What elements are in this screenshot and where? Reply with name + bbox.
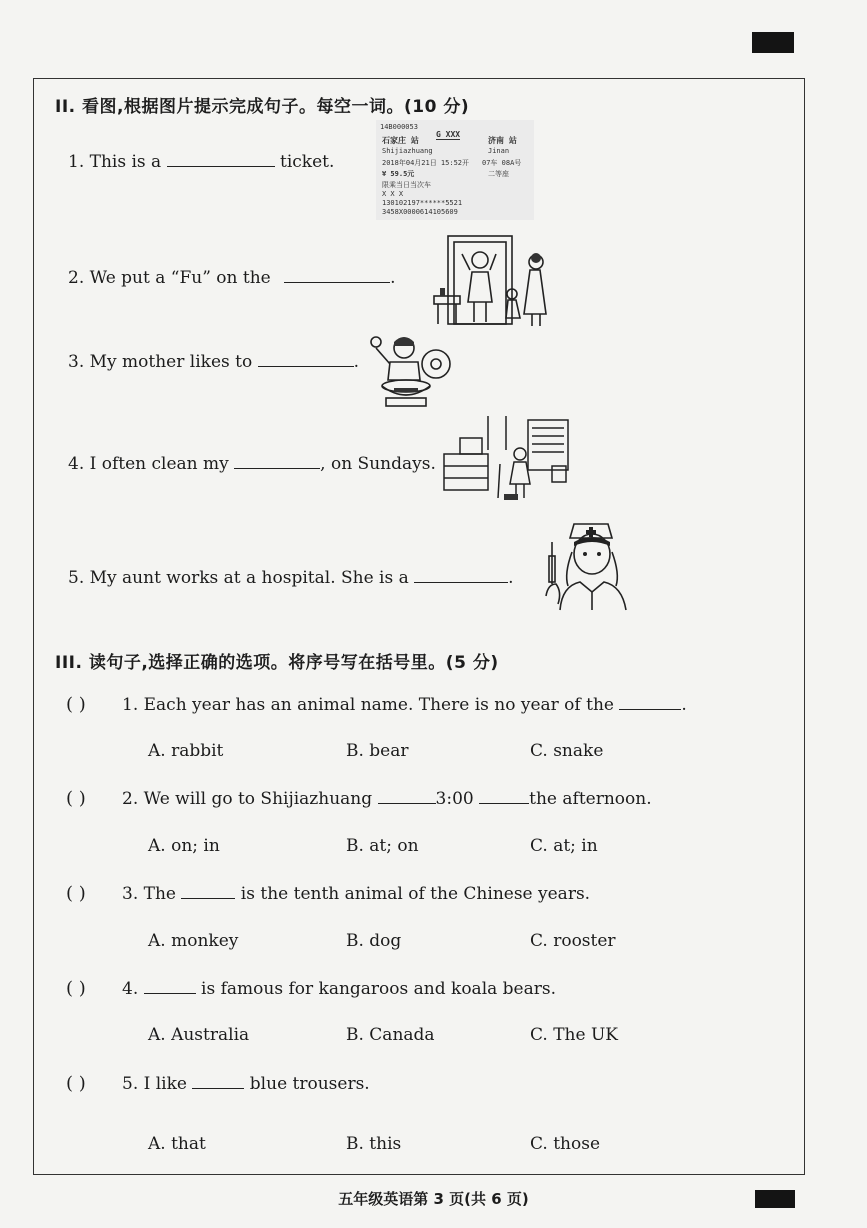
ticket-to-en: Jinan	[488, 147, 510, 155]
ticket-class: 二等座	[488, 170, 509, 178]
ticket-to: 济南 站	[488, 136, 517, 145]
s2-q2-text: 2. We put a “Fu” on the	[68, 268, 271, 288]
s3-q4-text: 4.	[122, 979, 139, 999]
s3-question-3	[122, 884, 590, 904]
s3-q2-option-a: A. on; in	[148, 836, 220, 856]
s3-q5-text: 5. I like	[122, 1074, 187, 1094]
ticket-id: 130102197******5521	[382, 199, 463, 207]
answer-bracket-5[interactable]: ( )	[66, 1073, 86, 1094]
answer-bracket-1[interactable]: ( )	[66, 694, 86, 715]
s3-question-5	[122, 1074, 370, 1094]
s2-question-3	[68, 352, 359, 372]
s3-q1-end: .	[681, 695, 687, 715]
s2-q1-after: ticket.	[280, 152, 335, 172]
s2-q2-after: .	[390, 268, 396, 288]
s3-q2-option-c: C. at; in	[530, 836, 598, 856]
s3-q5-option-a: A. that	[148, 1134, 206, 1154]
s3-q5-end: blue trousers.	[249, 1074, 370, 1094]
frame-bottom-line	[33, 1174, 805, 1175]
s2-question-2	[68, 268, 396, 288]
ticket-number: 14B000053	[380, 123, 418, 131]
s3-q2-option-b: B. at; on	[346, 836, 419, 856]
section3-title: III. 读句子,选择正确的选项。将序号写在括号里。(5 分)	[55, 653, 499, 673]
s3-q4-end: is famous for kangaroos and koala bears.	[201, 979, 557, 999]
ticket-from-en: Shijiazhuang	[382, 147, 433, 155]
s2-question-5	[68, 568, 514, 588]
s2-q5-after: .	[508, 568, 514, 588]
s3-q1-blank	[619, 695, 681, 710]
answer-bracket-3[interactable]: ( )	[66, 883, 86, 904]
s2-question-1	[68, 152, 334, 172]
s3-question-4	[122, 979, 556, 999]
nurse-illustration	[538, 512, 642, 612]
s3-q3-blank	[181, 884, 235, 899]
ticket-from: 石家庄 站	[382, 136, 419, 145]
registration-mark-bottom	[755, 1190, 795, 1208]
answer-bracket-2[interactable]: ( )	[66, 788, 86, 809]
answer-bracket-4[interactable]: ( )	[66, 978, 86, 999]
s2-q5-text: 5. My aunt works at a hospital. She is a	[68, 568, 409, 588]
s3-q2-time: 3:00	[435, 789, 474, 809]
registration-mark-top	[752, 32, 794, 53]
s2-question-4	[68, 454, 436, 474]
ticket-note: 限乘当日当次车	[382, 181, 431, 189]
page-footer: 五年级英语第 3 页(共 6 页)	[338, 1190, 529, 1208]
cooking-illustration	[366, 328, 456, 412]
s3-q1-option-a: A. rabbit	[148, 741, 224, 761]
s3-q1-option-b: B. bear	[346, 741, 409, 761]
s3-q3-text: 3. The	[122, 884, 176, 904]
page-frame	[33, 78, 805, 1175]
s2-q2-blank[interactable]	[284, 268, 390, 283]
s3-q2-blank-1	[378, 789, 436, 804]
s3-q5-blank	[192, 1074, 244, 1089]
s3-q1-option-c: C. snake	[530, 741, 604, 761]
train-ticket-image	[376, 120, 534, 220]
ticket-price: ¥ 59.5元	[382, 170, 415, 178]
ticket-name: X X X	[382, 190, 404, 198]
s2-q3-after: .	[353, 352, 360, 372]
s3-q5-option-b: B. this	[346, 1134, 402, 1154]
s3-question-2	[122, 789, 652, 809]
s3-q2-text: 2. We will go to Shijiazhuang	[122, 789, 373, 809]
cleaning-room-illustration	[440, 414, 580, 506]
ticket-code: 3458X0000614105609	[382, 208, 458, 216]
s3-q4-option-b: B. Canada	[346, 1025, 435, 1045]
section2-title: II. 看图,根据图片提示完成句子。每空一词。(10 分)	[55, 97, 470, 117]
s3-q5-option-c: C. those	[530, 1134, 601, 1154]
s3-q3-option-c: C. rooster	[530, 931, 616, 951]
s3-q1-text: 1. Each year has an animal name. There is no year of the	[122, 695, 614, 715]
ticket-date: 2018年04月21日 15:52开	[382, 159, 470, 167]
s2-q3-text: 3. My mother likes to	[68, 352, 253, 372]
ticket-seat: 07车 08A号	[482, 159, 522, 167]
door-fu-illustration	[432, 232, 554, 328]
s2-q4-blank[interactable]	[234, 454, 320, 469]
ticket-train: G XXX	[436, 130, 461, 139]
s2-q5-blank[interactable]	[414, 568, 508, 583]
s2-q1-blank[interactable]	[167, 152, 275, 167]
s3-q3-option-b: B. dog	[346, 931, 402, 951]
s3-q3-end: is the tenth animal of the Chinese years.	[240, 884, 591, 904]
s2-q3-blank[interactable]	[258, 352, 354, 367]
s2-q4-text: 4. I often clean my	[68, 454, 229, 474]
s3-q4-option-a: A. Australia	[148, 1025, 250, 1045]
s3-question-1	[122, 695, 687, 715]
s3-q2-blank-2	[479, 789, 529, 804]
s3-q4-blank	[144, 979, 196, 994]
s2-q1-text: 1. This is a	[68, 152, 162, 172]
s2-q4-after: , on Sundays.	[320, 454, 436, 474]
s3-q2-end: the afternoon.	[529, 789, 652, 809]
s3-q3-option-a: A. monkey	[148, 931, 239, 951]
s3-q4-option-c: C. The UK	[530, 1025, 618, 1045]
